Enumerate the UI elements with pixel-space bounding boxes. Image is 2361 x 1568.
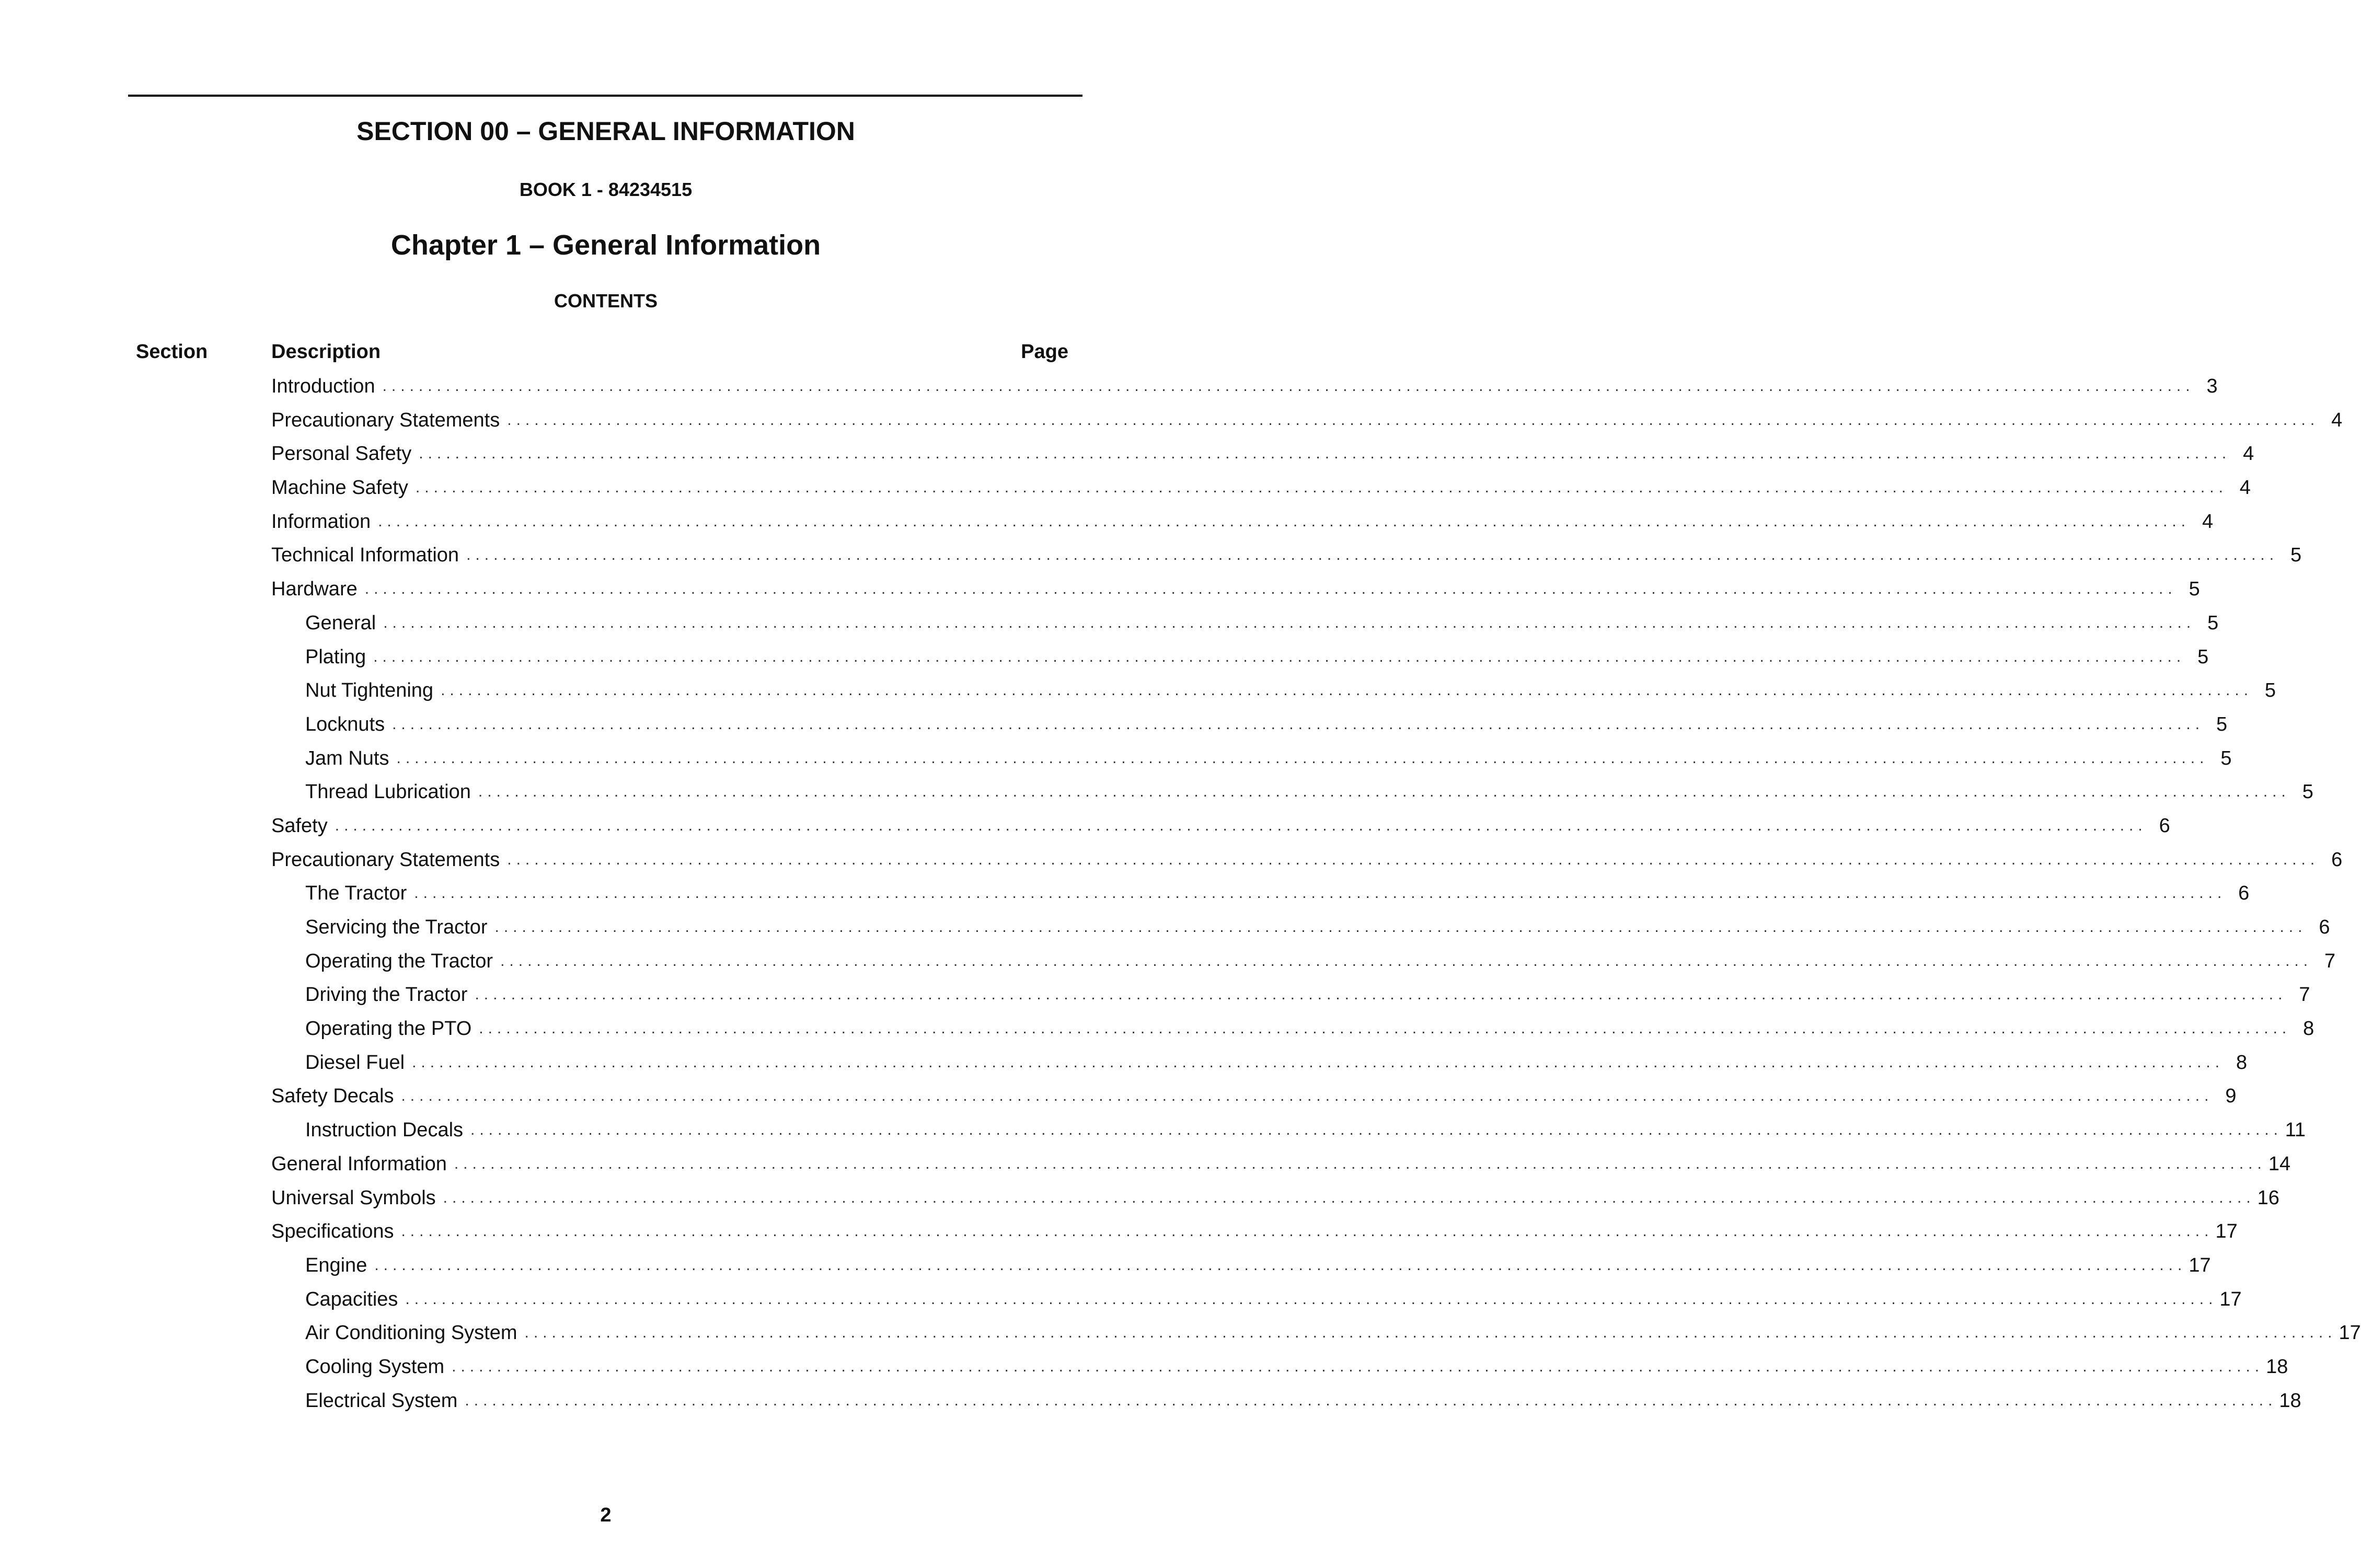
toc-entry-label: Nut Tightening [305,679,434,702]
toc-entry-page: 4 [2202,510,2214,533]
page-number: 2 [600,1504,612,1526]
dot-leader: ........................................................................................................................................................................................................ [392,715,2205,733]
toc-entry-label: Plating [305,645,366,668]
dot-leader: ........................................................................................................................................................................................................ [443,1189,2255,1206]
toc-entry-label: Air Conditioning System [305,1322,517,1344]
toc-entry-label: Safety [271,814,328,837]
toc-entry[interactable] [271,914,2330,948]
toc-entry-page: 17 [2219,1288,2242,1310]
dot-leader: ........................................................................................................................................................................................................ [452,1357,2264,1375]
toc-entry-page: 7 [2324,950,2336,972]
dot-leader: ........................................................................................................................................................................................................ [419,445,2231,463]
description-column-header: Description [271,341,381,363]
dot-leader: ........................................................................................................................................................................................................ [475,986,2287,1004]
toc-entry-page: 5 [2216,713,2228,735]
dot-leader: ........................................................................................................................................................................................................ [466,546,2279,564]
dot-leader: ........................................................................................................................................................................................................ [507,850,2320,868]
toc-entry[interactable] [271,1320,2361,1354]
dot-leader: ........................................................................................................................................................................................................ [405,1290,2218,1308]
toc-entry[interactable] [271,644,2209,678]
dot-leader: ........................................................................................................................................................................................................ [335,816,2147,834]
toc-entry[interactable] [271,1016,2314,1050]
toc-entry-label: Information [271,510,371,533]
toc-entry-page: 8 [2236,1051,2248,1074]
toc-entry[interactable] [271,373,2218,407]
section-title: SECTION 00 – GENERAL INFORMATION [356,117,855,146]
dot-leader: ........................................................................................................................................................................................................ [500,952,2313,970]
toc-entry-label: Precautionary Statements [271,409,500,431]
toc-entry-page: 5 [2302,781,2313,803]
dot-leader: ........................................................................................................................................................................................................ [374,1256,2187,1274]
toc-entry[interactable] [271,847,2343,881]
dot-leader: ........................................................................................................................................................................................................ [373,648,2186,665]
toc-entry-label: Capacities [305,1288,398,1310]
toc-entry-label: Introduction [271,375,375,397]
dot-leader: ........................................................................................................................................................................................................ [364,580,2177,598]
toc-entry[interactable] [271,1218,2238,1252]
toc-entry-page: 5 [2220,747,2232,769]
dot-leader: ........................................................................................................................................................................................................ [401,1087,2214,1105]
toc-entry[interactable] [271,1185,2279,1219]
toc-entry[interactable] [271,745,2232,779]
toc-entry[interactable] [271,779,2313,813]
toc-entry-page: 17 [2339,1322,2361,1344]
toc-entry-label: Operating the Tractor [305,950,493,972]
toc-entry-label: Specifications [271,1220,394,1243]
toc-entry[interactable] [271,813,2170,847]
dot-leader: ........................................................................................................................................................................................................ [415,479,2228,497]
toc-entry-label: Safety Decals [271,1085,394,1108]
dot-leader: ........................................................................................................................................................................................................ [470,1121,2283,1139]
dot-leader: ........................................................................................................................................................................................................ [478,783,2290,801]
toc-entry-page: 5 [2189,578,2200,601]
toc-entry[interactable] [271,475,2251,509]
toc-entry-page: 3 [2206,375,2218,397]
contents-heading: CONTENTS [554,290,658,312]
dot-leader: ........................................................................................................................................................................................................ [414,884,2227,902]
toc-entry-page: 4 [2243,443,2254,465]
toc-entry[interactable] [271,1388,2301,1422]
toc-entry[interactable] [271,407,2343,441]
toc-entry[interactable] [271,1151,2291,1185]
toc-entry[interactable] [271,948,2336,982]
dot-leader: ........................................................................................................................................................................................................ [465,1391,2277,1409]
toc-entry-page: 8 [2303,1018,2314,1040]
toc-entry[interactable] [271,509,2214,543]
toc-entry[interactable] [271,1286,2242,1320]
toc-entry-page: 16 [2257,1186,2279,1209]
dot-leader: ........................................................................................................................................................................................................ [401,1223,2214,1240]
toc-entry-page: 5 [2207,612,2219,634]
toc-entry-label: Operating the PTO [305,1018,472,1040]
toc-entry-page: 11 [2285,1119,2306,1142]
toc-entry[interactable] [271,1117,2306,1151]
toc-entry-page: 5 [2290,544,2302,567]
toc-entry-page: 5 [2197,645,2209,668]
chapter-title: Chapter 1 – General Information [390,229,821,261]
dot-leader: ........................................................................................................................................................................................................ [524,1324,2337,1342]
toc-entry-label: Electrical System [305,1389,458,1412]
dot-leader: ........................................................................................................................................................................................................ [454,1155,2266,1172]
toc-entry-page: 5 [2264,679,2276,702]
toc-entry[interactable] [271,982,2310,1016]
toc-entry-page: 18 [2279,1389,2301,1412]
toc-entry-page: 4 [2239,477,2251,499]
toc-entry-page: 6 [2159,814,2170,837]
toc-entry[interactable] [271,441,2254,475]
toc-entry-page: 17 [2215,1220,2238,1243]
dot-leader: ........................................................................................................................................................................................................ [382,377,2195,395]
dot-leader: ........................................................................................................................................................................................................ [378,512,2191,530]
toc-entry-page: 14 [2268,1152,2291,1175]
dot-leader: ........................................................................................................................................................................................................ [396,749,2209,767]
toc-entry-label: Locknuts [305,713,385,735]
toc-entry-label: Personal Safety [271,443,412,465]
toc-entry-label: Technical Information [271,544,459,567]
dot-leader: ........................................................................................................................................................................................................ [479,1020,2291,1037]
dot-leader: ........................................................................................................................................................................................................ [383,614,2196,631]
dot-leader: ........................................................................................................................................................................................................ [507,411,2320,429]
toc-entry-label: Engine [305,1254,367,1276]
toc-entry-label: Hardware [271,578,358,601]
toc-entry[interactable] [271,542,2302,576]
page-column-header: Page [1021,341,1068,363]
toc-entry[interactable] [271,576,2200,610]
section-column-header: Section [136,341,208,363]
toc-entry-label: Machine Safety [271,477,408,499]
toc-entry[interactable] [271,610,2219,644]
toc-entry-label: Diesel Fuel [305,1051,405,1074]
toc-entry-page: 18 [2266,1355,2288,1378]
dot-leader: ........................................................................................................................................................................................................ [441,682,2253,699]
toc-entry[interactable] [271,1252,2211,1286]
toc-entry-label: The Tractor [305,882,407,905]
toc-entry-label: Cooling System [305,1355,445,1378]
toc-entry-label: Universal Symbols [271,1186,436,1209]
toc-entry-label: Instruction Decals [305,1119,464,1142]
toc-entry[interactable] [271,677,2276,711]
toc-entry[interactable] [271,711,2228,745]
toc-entry-page: 7 [2299,984,2310,1006]
toc-entry-label: Precautionary Statements [271,848,500,871]
top-rule [128,95,1082,97]
toc-entry-page: 6 [2331,848,2343,871]
toc-entry-page: 6 [2319,916,2330,938]
toc-entry[interactable] [271,1083,2237,1117]
table-of-contents [271,373,2361,1421]
toc-entry[interactable] [271,880,2250,914]
toc-entry[interactable] [271,1354,2288,1388]
toc-entry-page: 6 [2238,882,2250,905]
toc-entry-label: General [305,612,376,634]
toc-entry-label: Driving the Tractor [305,984,468,1006]
toc-entry-label: Servicing the Tractor [305,916,488,938]
toc-entry-page: 4 [2331,409,2343,431]
toc-entry-label: Jam Nuts [305,747,389,769]
toc-entry[interactable] [271,1050,2248,1083]
dot-leader: ........................................................................................................................................................................................................ [494,918,2307,936]
toc-entry-label: General Information [271,1152,447,1175]
toc-entry-label: Thread Lubrication [305,781,471,803]
dot-leader: ........................................................................................................................................................................................................ [412,1053,2225,1071]
toc-entry-page: 9 [2225,1085,2237,1108]
book-number: BOOK 1 - 84234515 [519,179,693,200]
toc-entry-page: 17 [2189,1254,2211,1276]
